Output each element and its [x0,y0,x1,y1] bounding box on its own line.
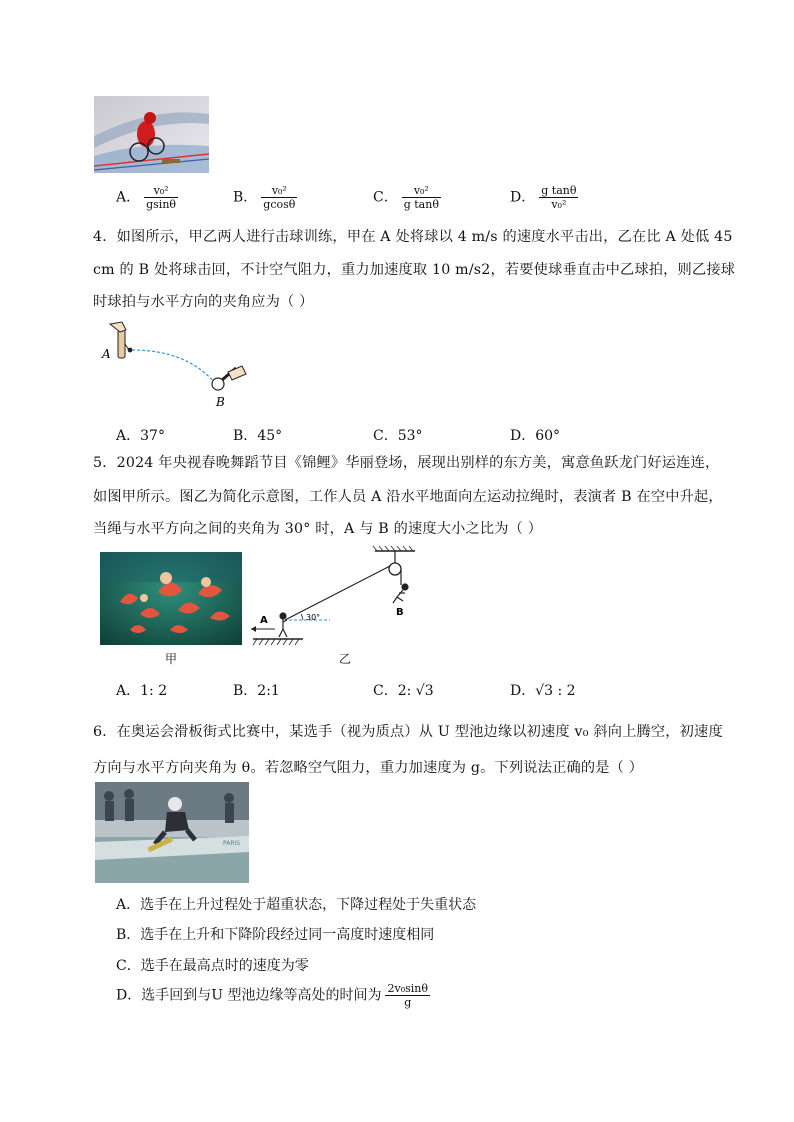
ball-icon [128,348,133,353]
angle-label: 30° [306,613,321,622]
q6-option-a[interactable]: A．选手在上升过程处于超重状态，下降过程处于失重状态 [116,897,477,913]
q5-option-d[interactable]: D．√3 : 2 [510,683,576,699]
photo-watermark: PARIS [223,840,241,847]
q4-option-a[interactable]: A．37° [116,428,165,444]
q4-text-line-3: 时球拍与水平方向的夹角应为（ ） [93,294,314,310]
paddle-b-icon [212,366,246,390]
q6-option-c[interactable]: C．选手在最高点时的速度为零 [116,958,309,974]
q4-option-d[interactable]: D．60° [510,428,561,444]
q3-option-d[interactable]: D． $\frac{\text{g tanθ}}{\text{v₀²}}$ [510,184,577,211]
q5-text-line-1: 5．2024 年央视春晚舞蹈节目《锦鲤》华丽登场，展现出别样的东方美，寓意鱼跃龙门好运连连， [93,455,720,471]
dance-photo [100,552,242,645]
q4-diagram [96,320,256,412]
q5-text-line-3: 当绳与水平方向之间的夹角为 30° 时，A 与 B 的速度大小之比为（ ） [93,521,543,537]
q6-text-line-2: 方向与水平方向夹角为 θ。若忽略空气阻力，重力加速度为 g。下列说法正确的是（ ） [93,760,644,776]
pulley-diagram [245,545,425,650]
q6-text-line-1: 6．在奥运会滑板街式比赛中，某选手（视为质点）从 U 型池边缘以初速度 v₀ 斜向上腾空，初速度 [93,724,723,740]
label-a: A [102,347,111,361]
q5-text-line-2: 如图甲所示。图乙为简化示意图，工作人员 A 沿水平地面向左运动拉绳时，表演者 B 在空中升起， [93,489,723,505]
q3-option-a[interactable]: A． $\frac{\text{v₀²}}{gsin\theta}$ [116,184,177,211]
q4-option-b[interactable]: B．45° [233,428,283,444]
q6-option-d[interactable]: D．选手回到与U 型池边缘等高处的时间为 $\frac{\text{2v₀sinθ}}{g}$ [116,982,428,1009]
fraction: $\frac{\text{v₀²}}{gsin\theta}$ [146,184,177,211]
fraction: $\frac{\text{v₀²}}{gcos\theta}$ [263,184,296,211]
q4-text-line-2: cm 的 B 处将球击回，不计空气阻力，重力加速度取 10 m/s2，若要使球垂直击中乙球拍，则乙接球 [93,262,736,278]
q3-option-b[interactable]: B． $\frac{\text{v₀²}}{gcos\theta}$ [233,184,296,211]
worker-a-icon [279,613,287,637]
fraction: $\frac{\text{g tanθ}}{\text{v₀²}}$ [541,184,577,211]
label-b: B [396,607,404,618]
caption-yi: 乙 [339,652,352,666]
paddle-a-icon [110,322,129,358]
q6-option-b[interactable]: B．选手在上升和下降阶段经过同一高度时速度相同 [116,927,435,943]
q4-option-c[interactable]: C．53° [373,428,423,444]
cyclist-photo [94,96,209,173]
q4-text-line-1: 4．如图所示，甲乙两人进行击球训练，甲在 A 处将球以 4 m/s 的速度水平击出，乙在比 A 处低 45 [93,229,733,245]
label-b: B [216,395,225,409]
performer-b-icon [393,584,408,603]
q3-option-c[interactable]: C． $\frac{\text{v₀²}}{\text{g tanθ}}$ [373,184,439,211]
label-a: A [260,615,268,626]
q5-option-b[interactable]: B．2:1 [233,683,280,699]
fraction: $\frac{\text{2v₀sinθ}}{g}$ [387,982,428,1009]
caption-jia: 甲 [165,652,178,666]
q5-option-a[interactable]: A．1: 2 [116,683,168,699]
pulley-icon [389,563,401,575]
skateboard-photo [95,782,249,883]
trajectory-line [132,350,214,382]
q5-option-c[interactable]: C．2: √3 [373,683,434,699]
fraction: $\frac{\text{v₀²}}{\text{g tanθ}}$ [403,184,439,211]
